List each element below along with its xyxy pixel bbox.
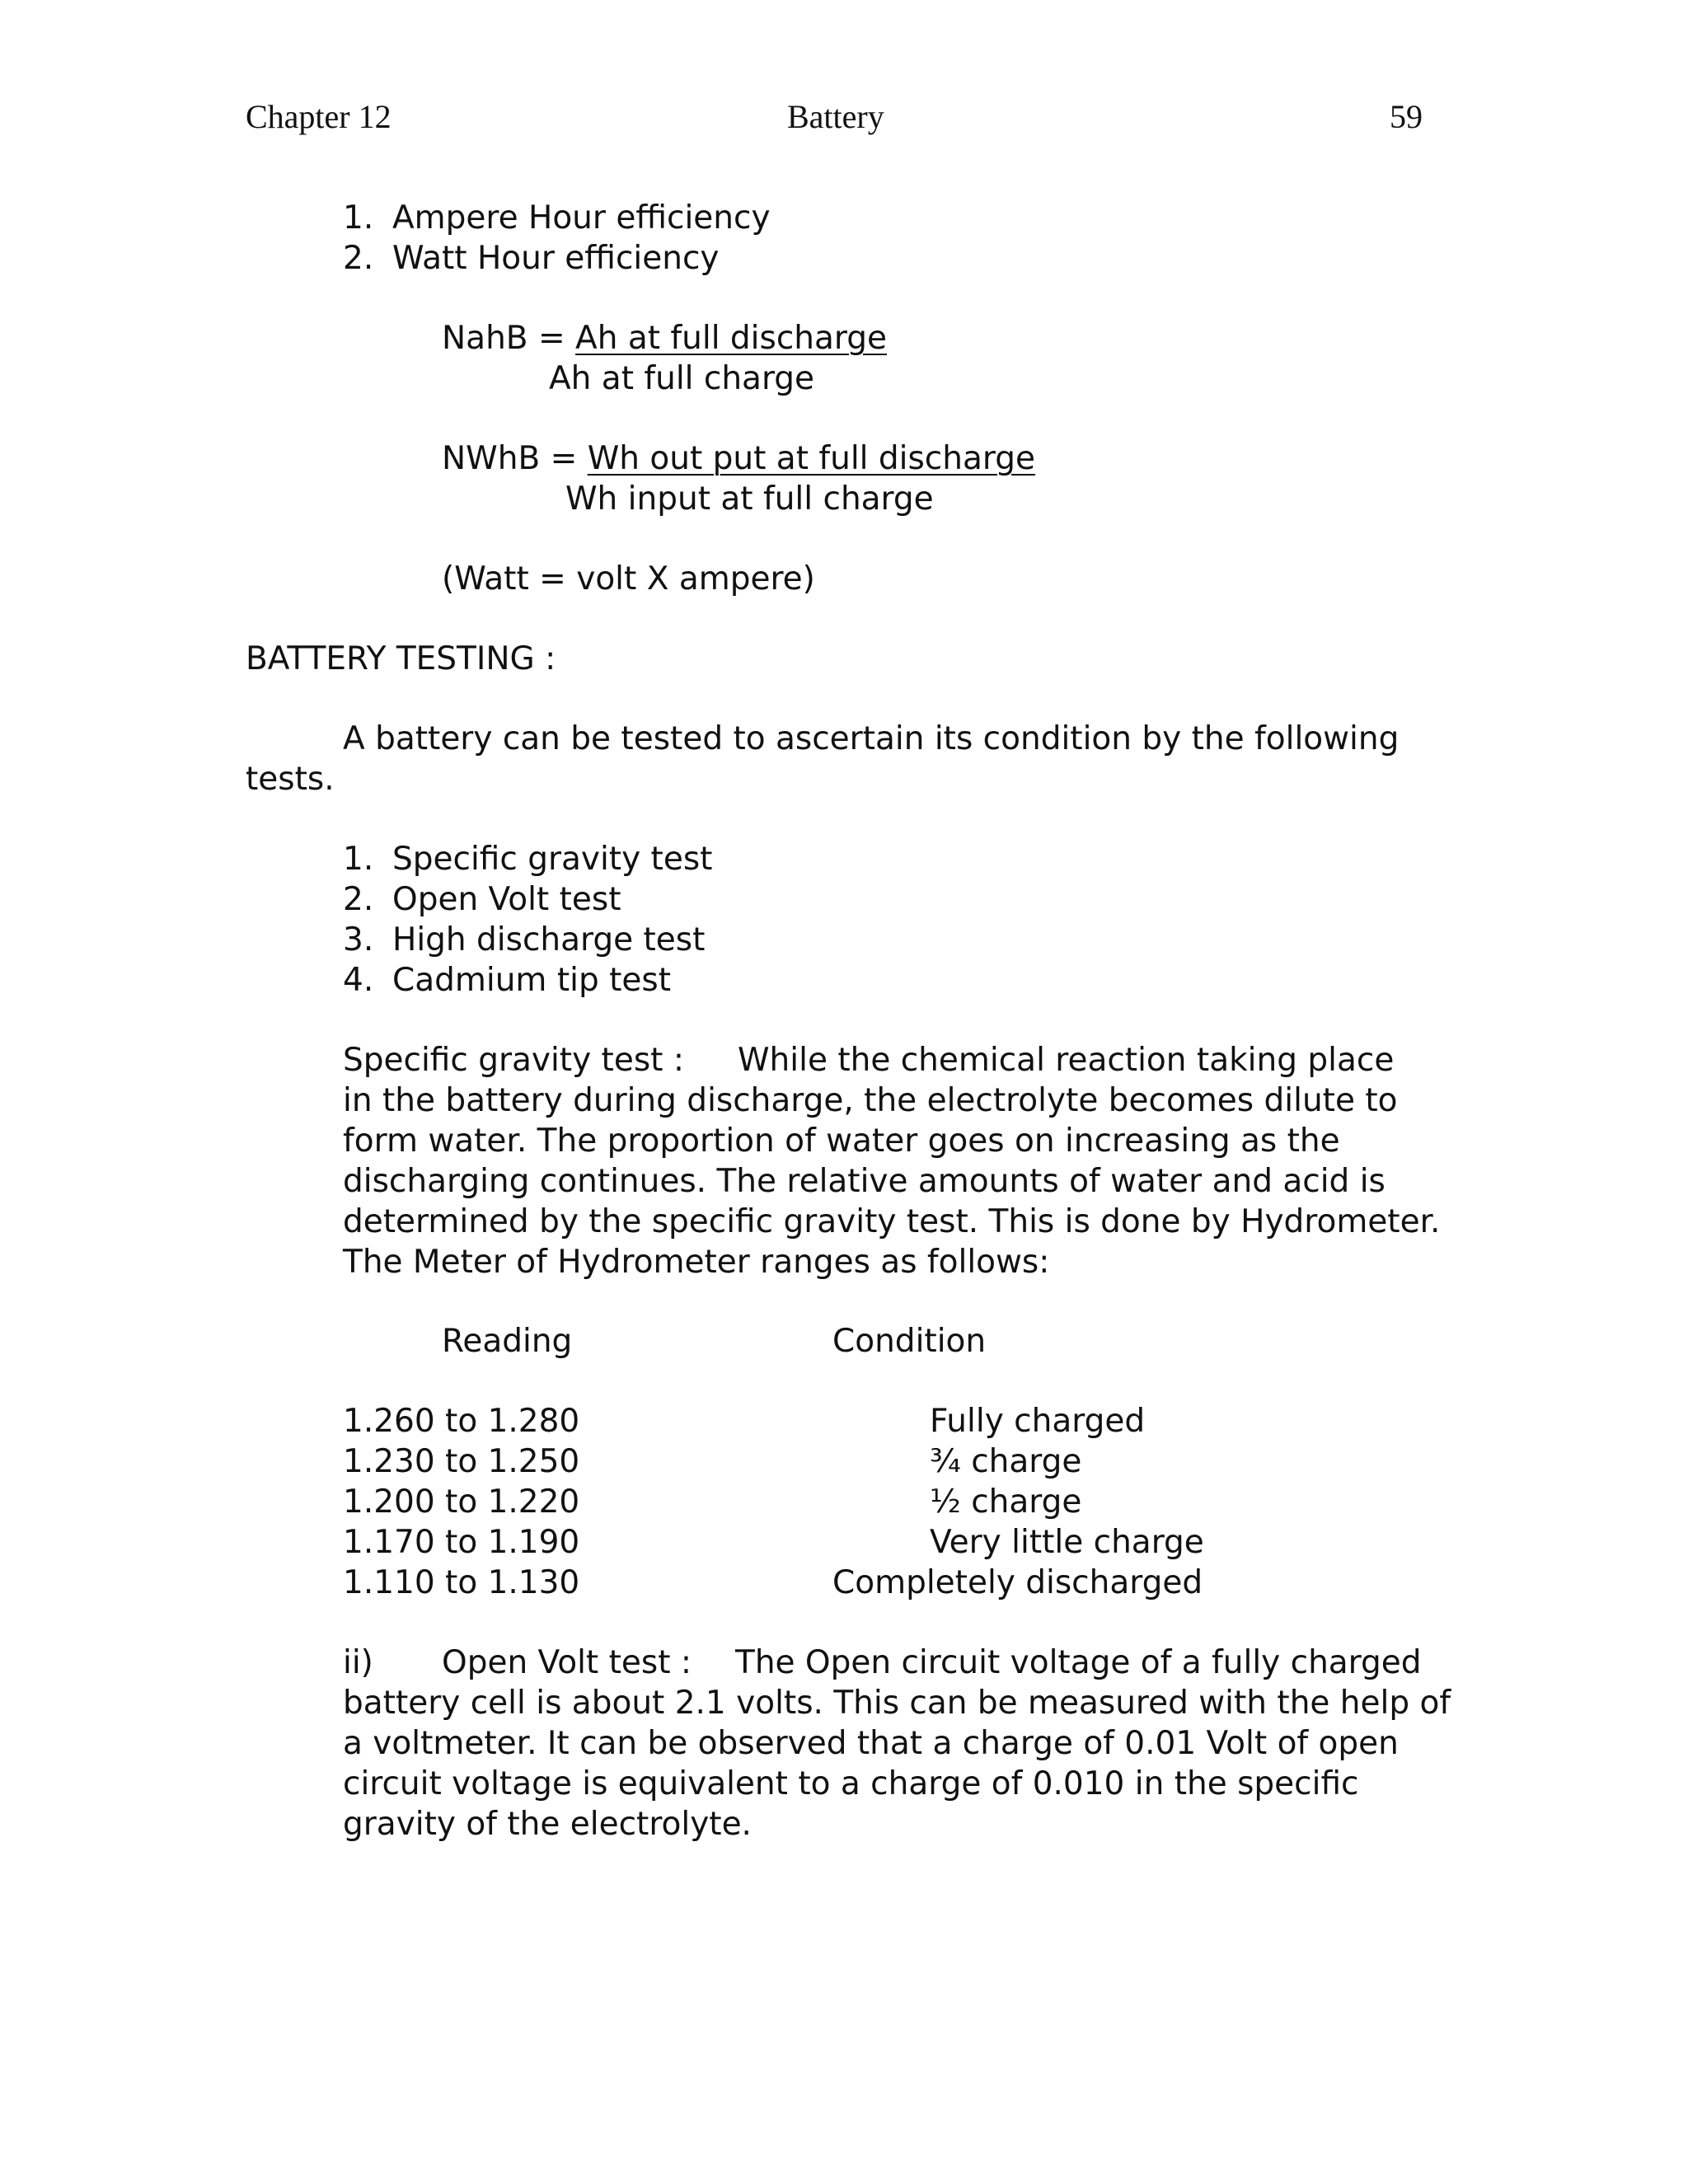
formula-nwhb: [442, 438, 1035, 479]
list-item-number: 3.: [343, 921, 374, 958]
list-item-number: 2.: [343, 881, 374, 918]
list-item-number: 4.: [343, 962, 374, 999]
chapter-label: Chapter 12: [246, 98, 392, 135]
formula-nahb: [442, 318, 887, 359]
formula-nwhb-lhs: NWhB =: [442, 440, 588, 477]
specific-gravity-line: While the chemical reaction taking place: [738, 1042, 1395, 1079]
table-header-condition: Condition: [832, 1323, 987, 1360]
open-volt-line: The Open circuit voltage of a fully charged: [735, 1644, 1422, 1681]
table-cell-reading: 1.110 to 1.130: [343, 1564, 580, 1601]
list-item-number: 1.: [343, 199, 374, 237]
list-item-number: 2.: [343, 240, 374, 277]
page-title: Battery: [787, 98, 884, 135]
test-item-specific-gravity: Specific gravity test: [392, 841, 713, 878]
table-cell-condition: Fully charged: [930, 1403, 1146, 1440]
formula-nahb-numerator: Ah at full discharge: [575, 320, 887, 357]
table-cell-condition: Very little charge: [930, 1524, 1204, 1561]
formula-nahb-denominator: Ah at full charge: [549, 360, 815, 397]
page-number: 59: [1390, 98, 1423, 135]
table-cell-condition: Completely discharged: [832, 1564, 1203, 1601]
test-item-cadmium-tip: Cadmium tip test: [392, 962, 671, 999]
open-volt-lead: Open Volt test :: [442, 1644, 692, 1681]
paragraph-line: The Meter of Hydrometer ranges as follows:: [343, 1244, 1050, 1281]
section-heading-battery-testing: BATTERY TESTING :: [246, 640, 556, 677]
test-item-high-discharge: High discharge test: [392, 921, 706, 958]
list-item-number: 1.: [343, 841, 374, 878]
test-item-open-volt: Open Volt test: [392, 881, 621, 918]
specific-gravity-paragraph: [343, 1080, 1447, 1282]
efficiency-item-ampere-hour: Ampere Hour efficiency: [392, 199, 771, 237]
table-cell-condition: ¾ charge: [930, 1443, 1082, 1480]
formula-nwhb-denominator: Wh input at full charge: [565, 480, 934, 518]
specific-gravity-lead: Specific gravity test :: [343, 1042, 684, 1079]
watt-note: (Watt = volt X ampere): [442, 560, 815, 598]
paragraph-line: battery cell is about 2.1 volts. This can be measured with the help of: [343, 1685, 1451, 1722]
paragraph-line: in the battery during discharge, the electrolyte becomes dilute to: [343, 1082, 1398, 1119]
open-volt-marker: ii): [343, 1644, 373, 1681]
table-cell-condition: ½ charge: [930, 1483, 1082, 1521]
efficiency-item-watt-hour: Watt Hour efficiency: [392, 240, 720, 277]
open-volt-paragraph: [343, 1683, 1451, 1844]
paragraph-line: circuit voltage is equivalent to a charge of 0.010 in the specific: [343, 1765, 1359, 1802]
paragraph-line: form water. The proportion of water goes on increasing as the: [343, 1122, 1340, 1160]
paragraph-line: a voltmeter. It can be observed that a charge of 0.01 Volt of open: [343, 1725, 1399, 1762]
formula-nwhb-numerator: Wh out put at full discharge: [587, 440, 1035, 477]
table-cell-reading: 1.170 to 1.190: [343, 1524, 580, 1561]
table-cell-reading: 1.200 to 1.220: [343, 1483, 580, 1521]
intro-paragraph-line: A battery can be tested to ascertain its condition by the following: [343, 720, 1400, 757]
paragraph-line: determined by the specific gravity test. This is done by Hydrometer.: [343, 1203, 1441, 1240]
paragraph-line: gravity of the electrolyte.: [343, 1806, 752, 1843]
table-cell-reading: 1.260 to 1.280: [343, 1403, 580, 1440]
formula-nahb-lhs: NahB =: [442, 320, 576, 357]
paragraph-line: discharging continues. The relative amounts of water and acid is: [343, 1163, 1386, 1200]
intro-paragraph-line: tests.: [246, 761, 335, 798]
table-header-reading: Reading: [442, 1323, 573, 1360]
table-cell-reading: 1.230 to 1.250: [343, 1443, 580, 1480]
